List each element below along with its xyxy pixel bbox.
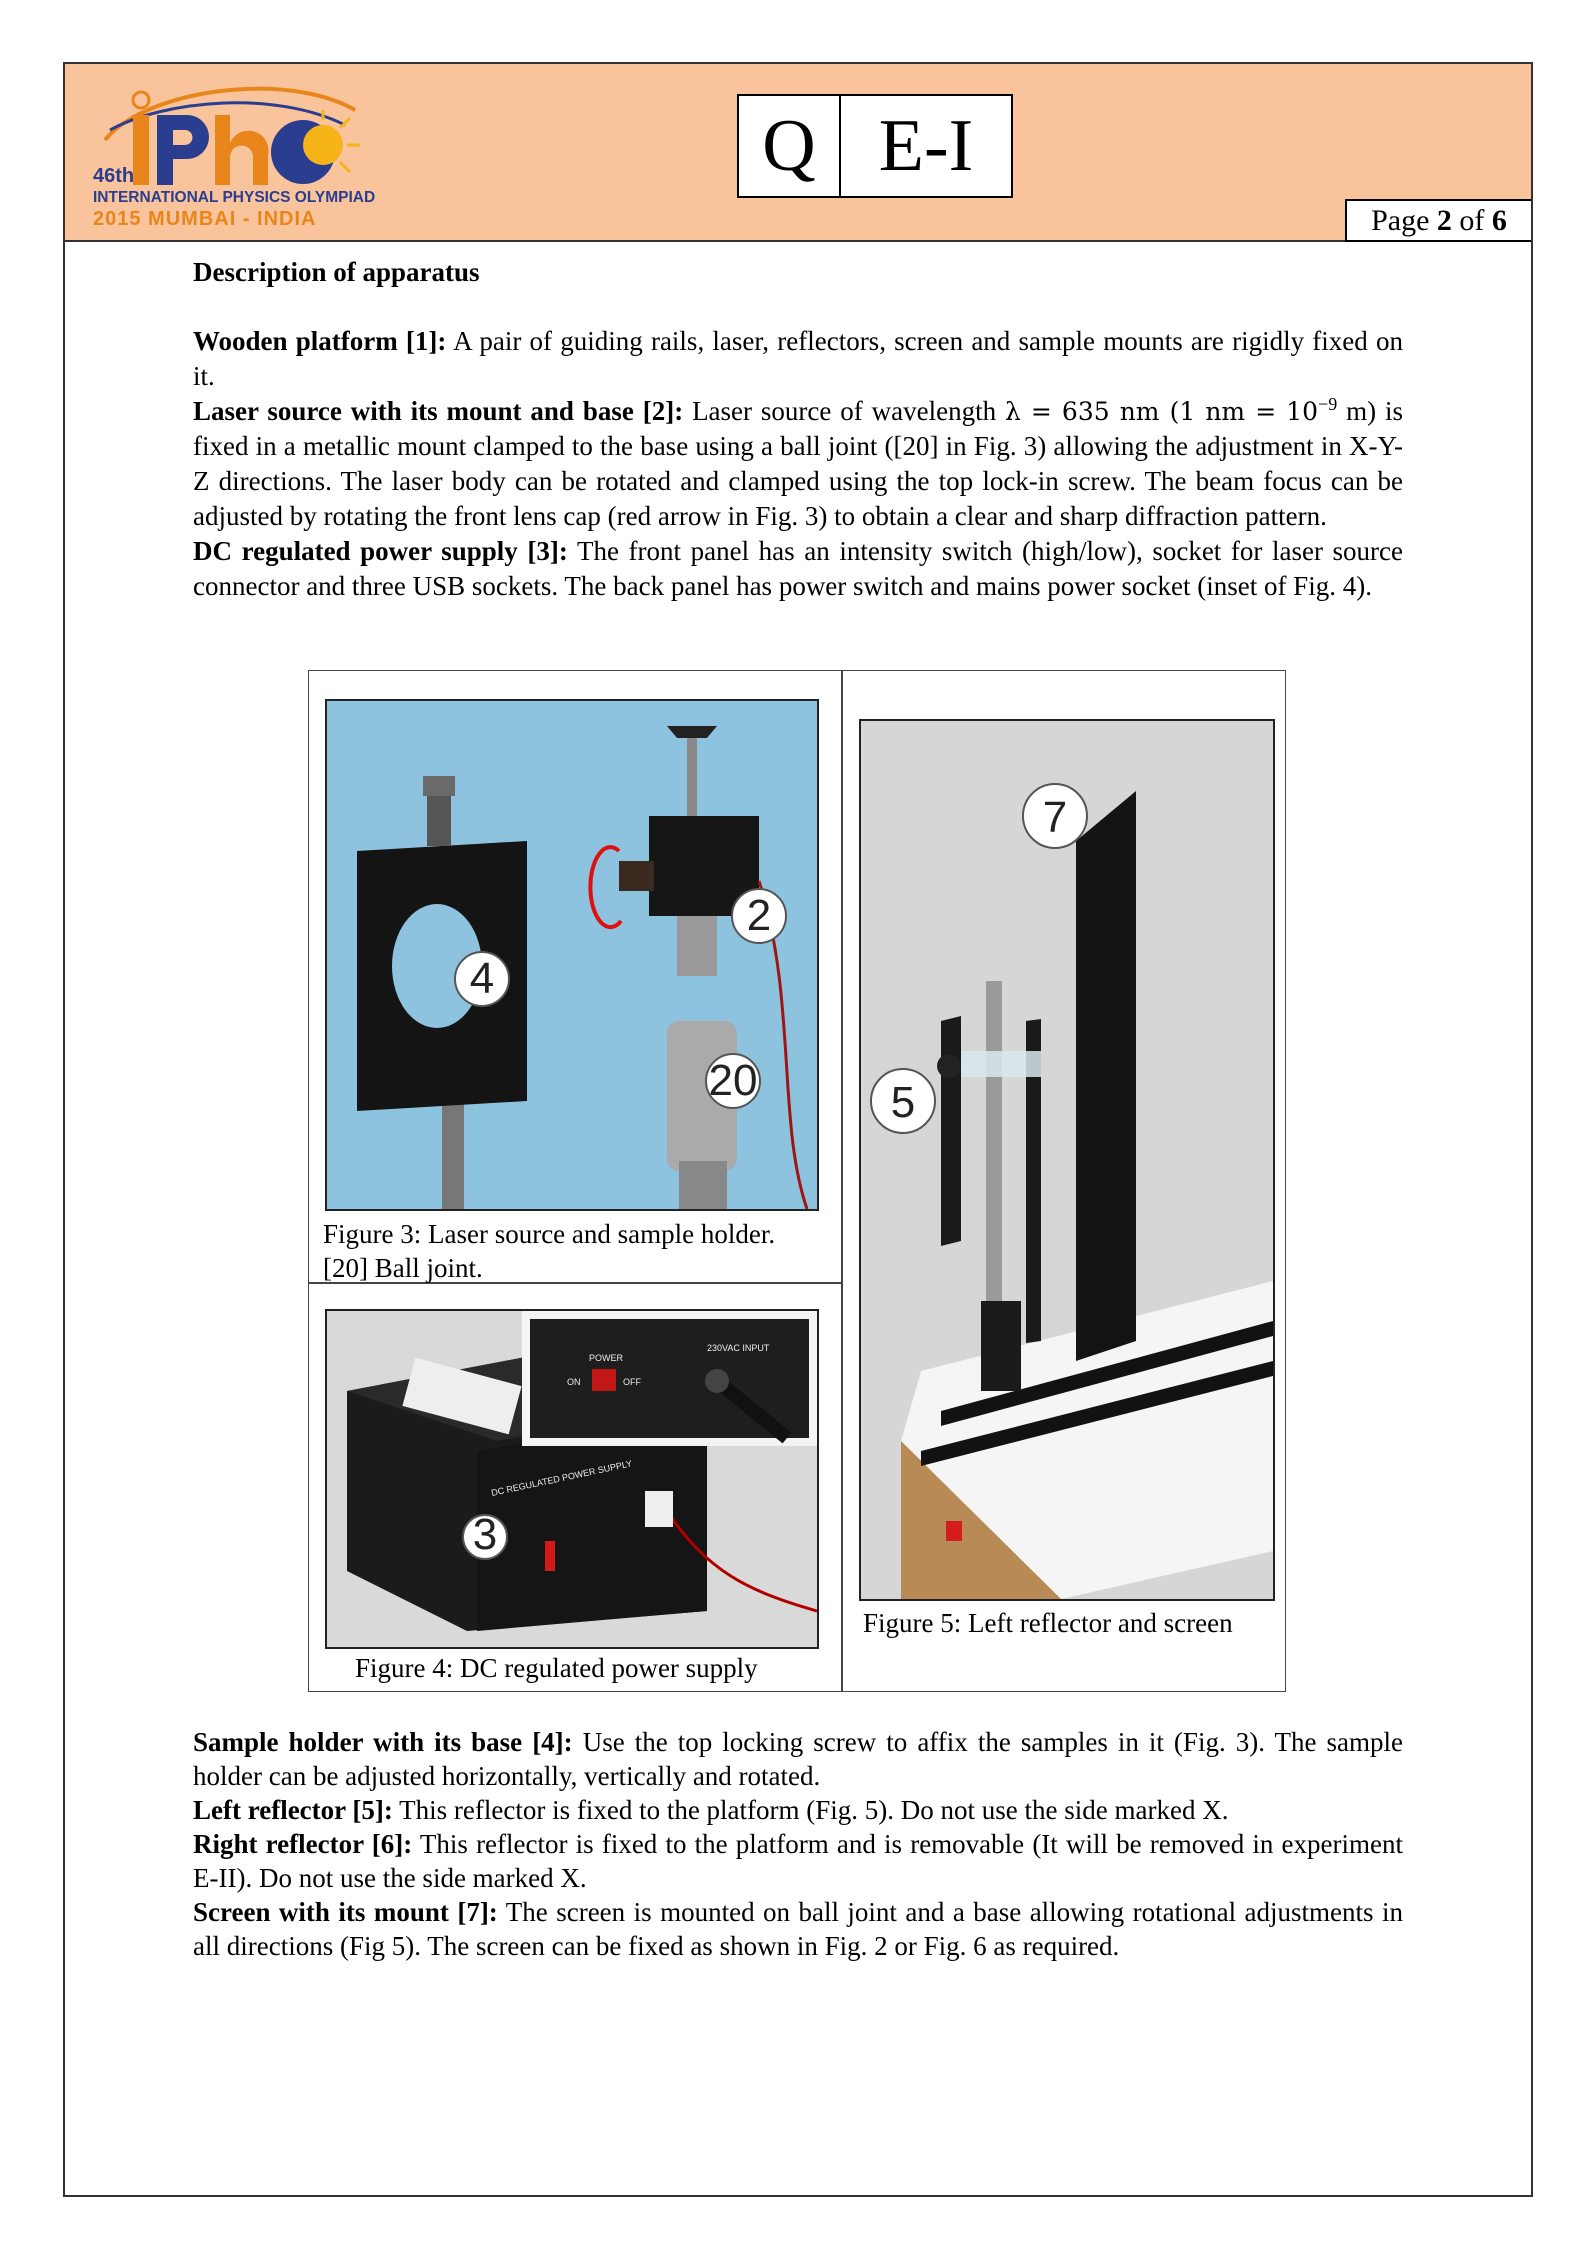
question-code-box [737, 94, 1013, 198]
paragraph-left-reflector: Left reflector [5]: This reflector is fixed to the platform (Fig. 5). Do not use the side marked X. [193, 1795, 1229, 1825]
paragraph-laser-source: Laser source with its mount and base [2]: Laser source of wavelength λ = 635 nm (1 nm = $10^{-9}$ m) is fixed in a metallic mount clamped to the base using a ball joint ([20] in Fig. 3) allowing the adjustment in X-Y-Z directions. The laser body can be rotated and clamped using the top lock-in screw. The beam focus can be adjusted by rotating the front lens cap (red arrow in Fig. 3) to obtain a clear and sharp diffraction pattern. [193, 394, 1403, 531]
paragraph-right-reflector: Right reflector [6]: This reflector is fixed to the platform and is removable (It will be removed in experiment E-II). Do not use the side marked X. [193, 1829, 1403, 1893]
inset-input-label: 230VAC INPUT [707, 1343, 770, 1353]
logo-olympiad: INTERNATIONAL PHYSICS OLYMPIAD [93, 189, 375, 206]
paragraph-wooden-platform: Wooden platform [1]: A pair of guiding rails, laser, reflectors, screen and sample mounts are rigidly fixed on it. [193, 326, 1403, 391]
apparatus-description-continued [193, 1725, 1403, 1963]
figure-4-label-3: 3 [472, 1510, 498, 1559]
figure-4-photo [325, 1309, 819, 1649]
inset-on-label: ON [567, 1377, 581, 1387]
figure-table [308, 670, 1286, 1692]
figure-3-label-2: 2 [746, 891, 772, 940]
inset-power-label: POWER [589, 1353, 624, 1363]
paragraph-power-supply: DC regulated power supply [3]: The front panel has an intensity switch (high/low), socket for laser source connector and three USB sockets. The back panel has power switch and mains power socket (inset of Fig. 4). [193, 536, 1403, 601]
page-total: 6 [1491, 203, 1507, 237]
paragraph-screen-mount: Screen with its mount [7]: The screen is mounted on ball joint and a base allowing rotational adjustments in all directions (Fig 5). The screen can be fixed as shown in Fig. 2 or Fig. 6 as required. [193, 1897, 1404, 1961]
figure-3-caption: Figure 3: Laser source and sample holder. [20] Ball joint. [323, 1219, 776, 1283]
experiment-label: E-I [878, 105, 974, 187]
figure-divider-vertical [841, 671, 843, 1691]
ipho-logo [85, 70, 375, 235]
figure-3-label-20: 20 [708, 1056, 758, 1105]
figure-5-label-5: 5 [890, 1078, 916, 1127]
figure-5-caption: Figure 5: Left reflector and screen [863, 1608, 1233, 1638]
logo-edition: 46th [93, 165, 135, 187]
paragraph-sample-holder: Sample holder with its base [4]: Use the top locking screw to affix the samples in it (Fig. 3). The sample holder can be adjusted horizontally, vertically and rotated. [193, 1727, 1403, 1791]
figure-5-photo [859, 719, 1275, 1601]
apparatus-description [193, 255, 1403, 604]
logo-year-place: 2015 MUMBAI - INDIA [93, 208, 317, 230]
page-header [65, 64, 1531, 242]
page-current: 2 [1436, 203, 1452, 237]
figure-3-label-4: 4 [469, 954, 495, 1003]
section-title: Description of apparatus [193, 257, 480, 287]
power-supply-panel-label: DC REGULATED POWER SUPPLY [490, 1458, 633, 1498]
figure-5-label-7: 7 [1042, 793, 1068, 842]
figure-3-photo [325, 699, 819, 1211]
inset-off-label: OFF [623, 1377, 641, 1387]
page-indicator: Page 2 of 6 [1345, 199, 1531, 242]
q-label: Q [739, 96, 841, 196]
figure-4-caption: Figure 4: DC regulated power supply [355, 1653, 758, 1683]
